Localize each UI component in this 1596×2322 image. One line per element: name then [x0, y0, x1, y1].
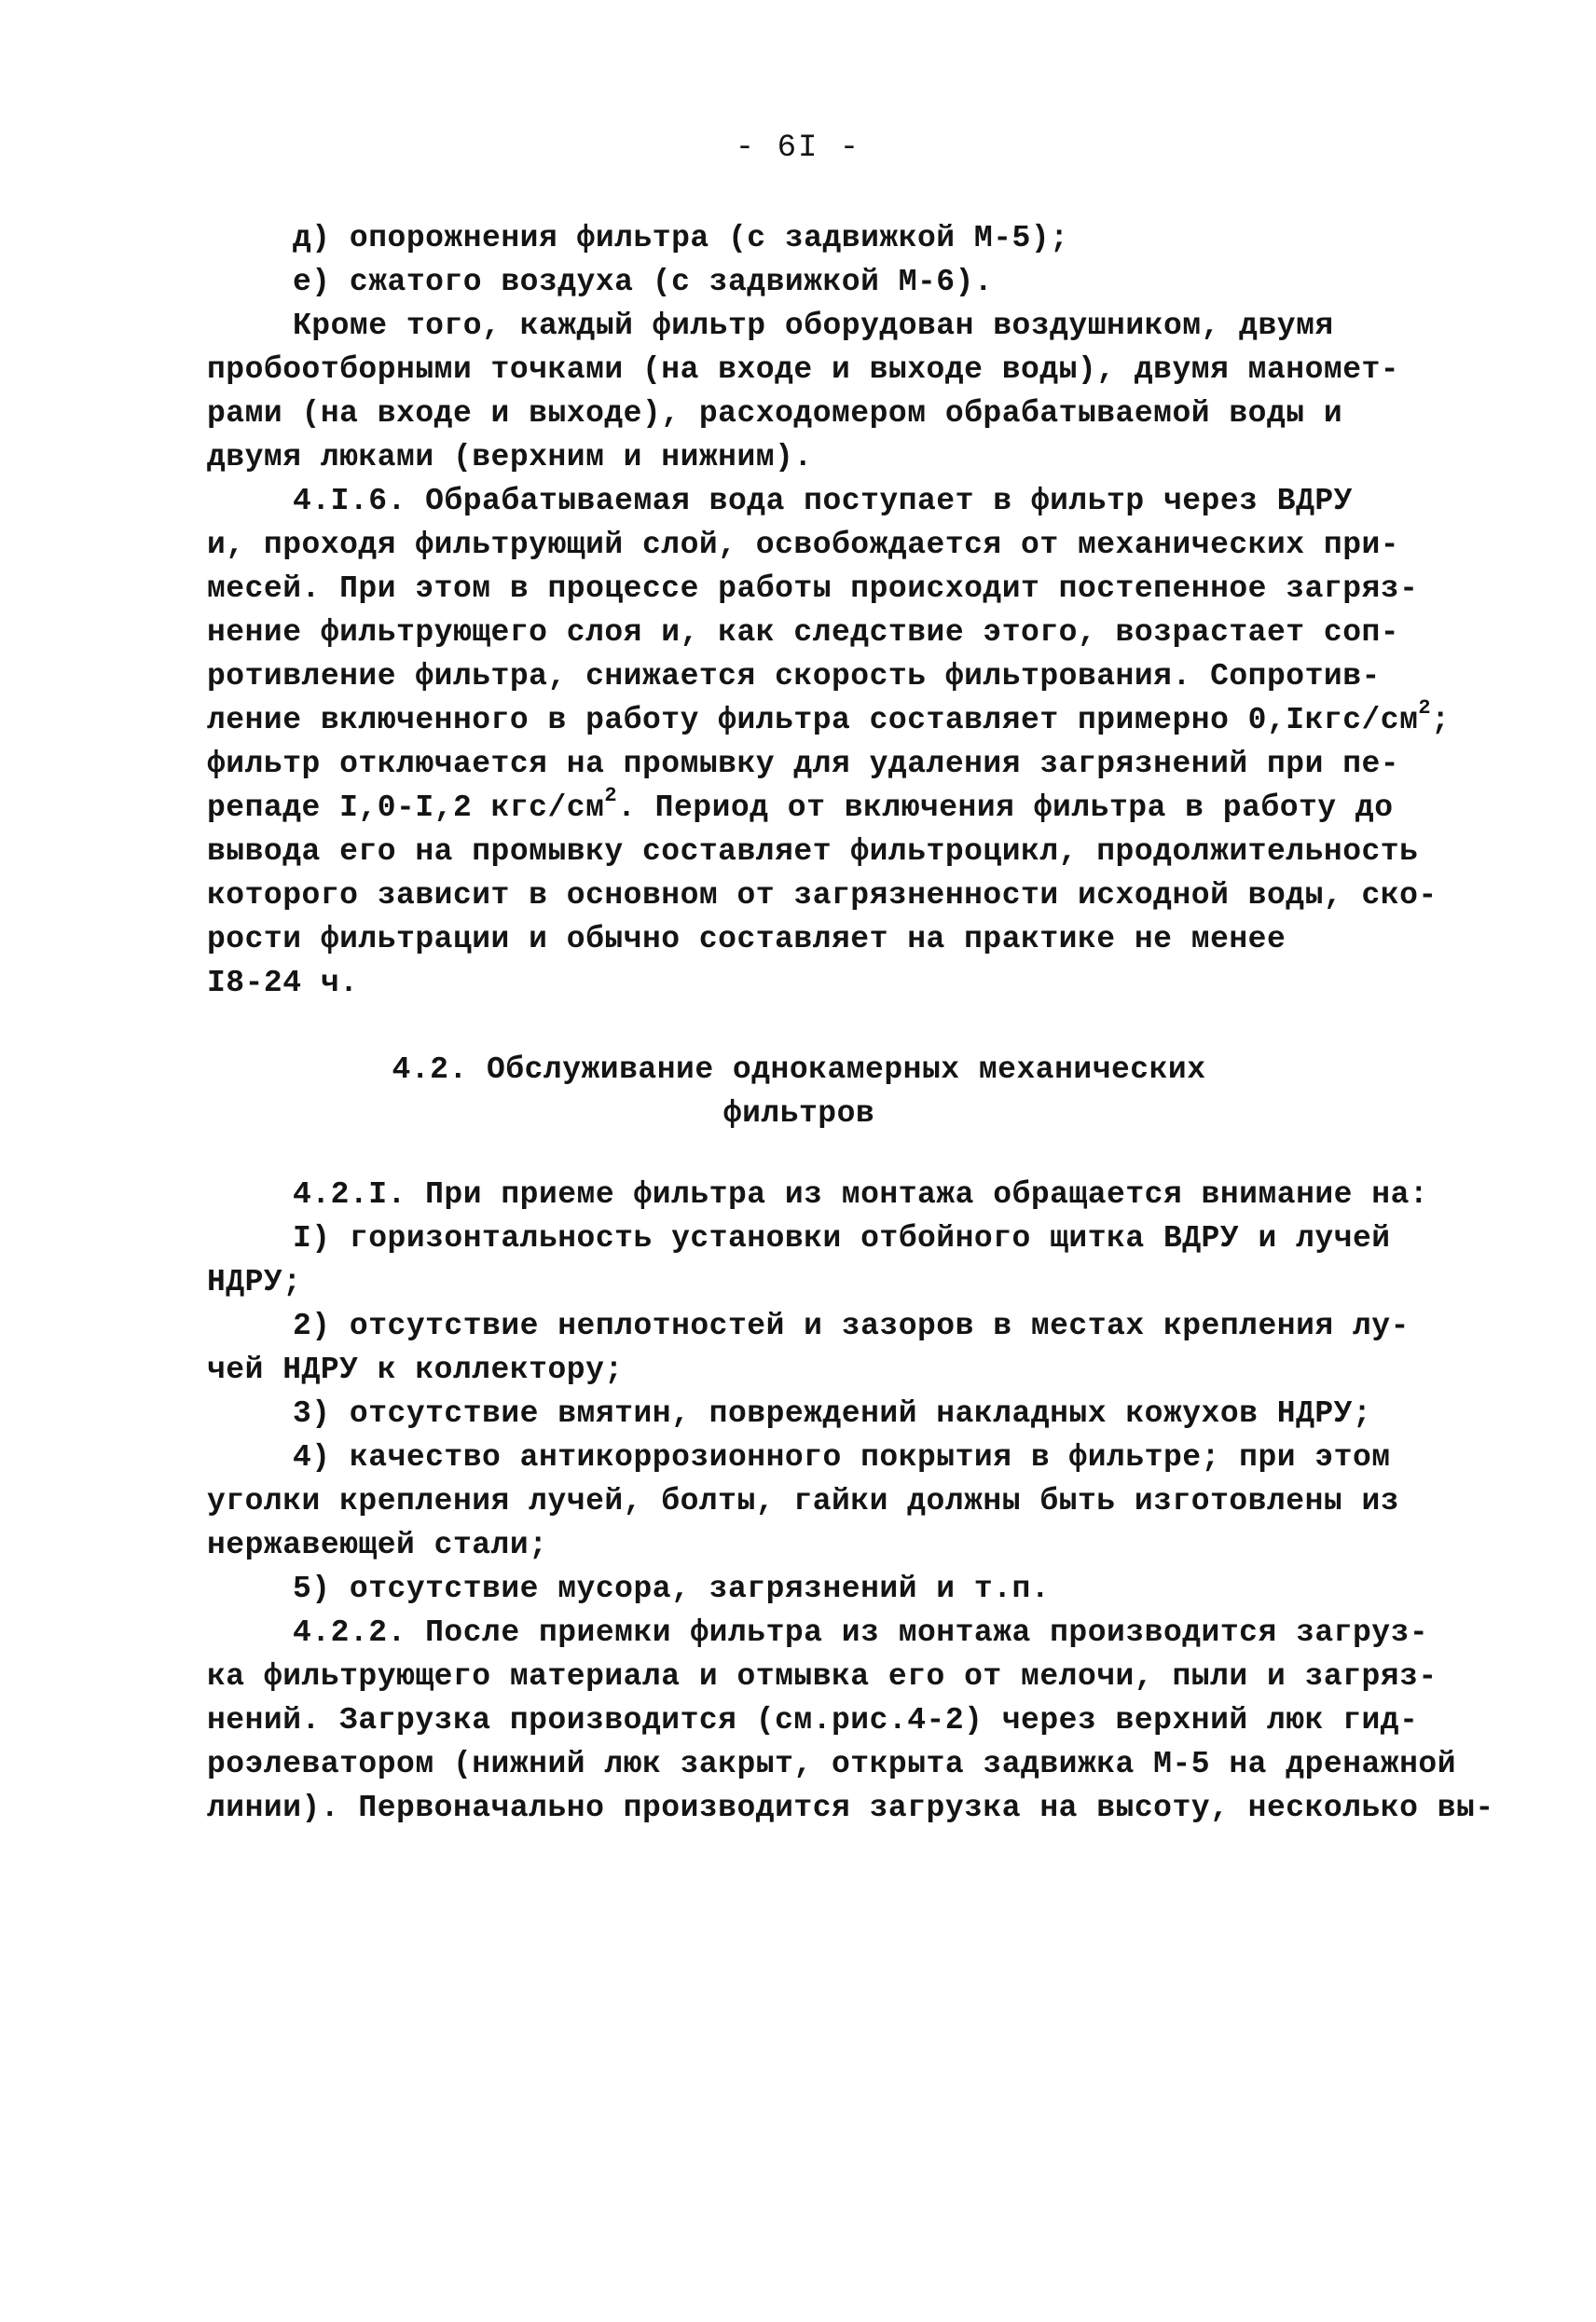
paragraph-line: Кроме того, каждый фильтр оборудован воздушником, двумя — [293, 309, 1334, 343]
list-item-e: е) сжатого воздуха (с задвижкой М-6). — [293, 265, 994, 299]
paragraph-416-line: 4.I.6. Обрабатываемая вода поступает в фильтр через ВДРУ — [293, 484, 1353, 518]
page-body — [207, 216, 1494, 1830]
list-item: 3) отсутствие вмятин, повреждений накладных кожухов НДРУ; — [293, 1396, 1372, 1431]
list-item: 5) отсутствие мусора, загрязнений и т.п. — [293, 1572, 1051, 1606]
page-number: - 6I - — [735, 131, 861, 166]
superscript: 2 — [604, 784, 618, 807]
text-run: ление включенного в работу фильтра составляет примерно 0,Iкгс/см — [207, 703, 1419, 737]
paragraph-416-line: ротивление фильтра, снижается скорость фильтрования. Сопротив- — [207, 659, 1381, 694]
paragraph-416-line: и, проходя фильтрующий слой, освобождается от механических при- — [207, 528, 1400, 562]
paragraph-422-line: нений. Загрузка производится (см.рис.4-2) через верхний люк гид- — [207, 1703, 1419, 1738]
spacer — [207, 1005, 1419, 1048]
paragraph-422-line: линии). Первоначально производится загрузка на высоту, несколько вы- — [207, 1791, 1494, 1825]
list-item: уголки крепления лучей, болты, гайки должны быть изготовлены из — [207, 1484, 1400, 1518]
section-title: фильтров — [722, 1096, 875, 1131]
text-run: . Период от включения фильтра в работу до — [617, 790, 1394, 825]
list-item: I) горизонтальность установки отбойного щитка ВДРУ и лучей — [293, 1221, 1391, 1256]
list-item: НДРУ; — [207, 1265, 302, 1299]
paragraph-416-line: вывода его на промывку составляет фильтроцикл, продолжительность — [207, 834, 1419, 869]
paragraph-416-line — [207, 696, 1451, 742]
text-run: ; — [1431, 703, 1451, 737]
spacer — [207, 1135, 1419, 1173]
paragraph-422-line: роэлеватором (нижний люк закрыт, открыта задвижка М-5 на дренажной — [207, 1747, 1457, 1781]
paragraph-416-line: рости фильтрации и обычно составляет на практике не менее — [207, 922, 1286, 956]
section-title: 4.2. Обслуживание однокамерных механических — [392, 1052, 1206, 1087]
list-item-d: д) опорожнения фильтра (с задвижкой М-5); — [293, 221, 1069, 255]
list-item: 2) отсутствие неплотностей и зазоров в местах крепления лу- — [293, 1309, 1410, 1343]
paragraph-416-line: фильтр отключается на промывку для удаления загрязнений при пе- — [207, 747, 1400, 781]
paragraph-line: рами (на входе и выходе), расходомером обрабатываемой воды и — [207, 396, 1343, 431]
superscript: 2 — [1418, 696, 1432, 720]
paragraph-line: пробоотборными точками (на входе и выходе воды), двумя маномет- — [207, 352, 1400, 387]
paragraph-416-line: I8-24 ч. — [207, 966, 359, 1000]
paragraph-422-line: ка фильтрующего материала и отмывка его от мелочи, пыли и загряз- — [207, 1659, 1438, 1694]
list-item: нержавеющей стали; — [207, 1528, 548, 1562]
paragraph-416-line: нение фильтрующего слоя и, как следствие этого, возрастает соп- — [207, 615, 1400, 650]
list-item: 4) качество антикоррозионного покрытия в фильтре; при этом — [293, 1440, 1391, 1475]
paragraph-416-line — [207, 786, 1419, 830]
paragraph-416-line: которого зависит в основном от загрязненности исходной воды, ско- — [207, 878, 1438, 913]
paragraph-line: двумя люками (верхним и нижним). — [207, 440, 813, 474]
paragraph-421-line: 4.2.I. При приеме фильтра из монтажа обращается внимание на: — [293, 1177, 1429, 1212]
paragraph-422-line: 4.2.2. После приемки фильтра из монтажа производится загруз- — [293, 1615, 1429, 1650]
paragraph-416-line: месей. При этом в процессе работы происходит постепенное загряз- — [207, 571, 1419, 606]
text-run: репаде I,0-I,2 кгс/см — [207, 790, 605, 825]
list-item: чей НДРУ к коллектору; — [207, 1353, 624, 1387]
